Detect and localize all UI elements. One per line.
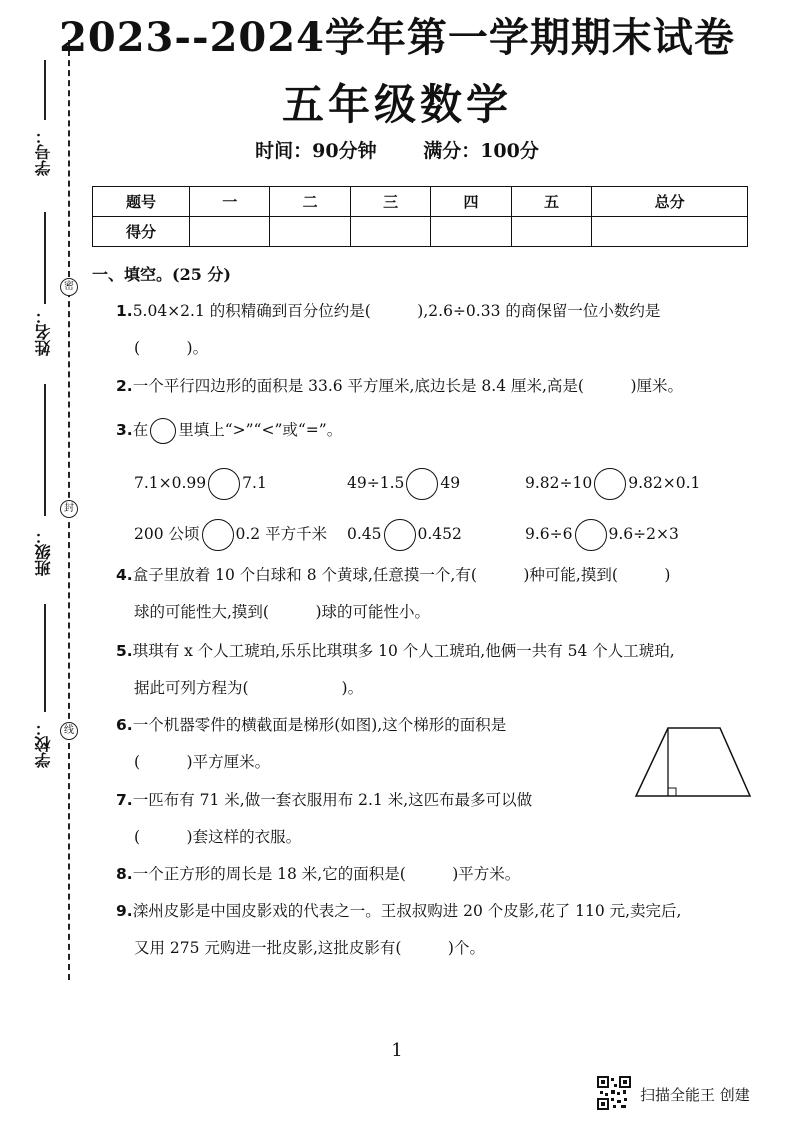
compare-right: 0.452 — [417, 525, 462, 543]
seal-mi: 密 — [60, 278, 78, 296]
comparison-circle[interactable] — [202, 519, 234, 551]
score-blank[interactable] — [190, 217, 270, 247]
question-number: 6. — [116, 716, 133, 734]
score-blank[interactable] — [592, 217, 748, 247]
question-5-line2: 据此可列方程为( )。 — [134, 679, 364, 697]
score-blank[interactable] — [511, 217, 591, 247]
page-number: 1 — [391, 1040, 403, 1061]
table-cell: 一 — [190, 187, 270, 217]
question-text: 里填上“>”“<”或“=”。 — [178, 421, 343, 439]
compare-left: 0.45 — [347, 525, 382, 543]
question-9-line2: 又用 275 元购进一批皮影,这批皮影有( )个。 — [134, 939, 485, 957]
question-1 — [116, 300, 660, 322]
section-heading: 一、填空。(25 分) — [92, 265, 231, 284]
score-table-score-row — [93, 217, 748, 247]
question-7 — [116, 789, 532, 811]
exam-time: 时间：90分钟 — [255, 140, 377, 162]
question-number: 3. — [116, 421, 133, 439]
compare-left: 200 公顷 — [134, 525, 200, 543]
question-7-line2: ( )套这样的衣服。 — [134, 828, 302, 846]
question-number: 4. — [116, 566, 133, 584]
compare-left: 9.6÷6 — [525, 525, 573, 543]
exam-subject: 五年级数学 — [281, 80, 512, 129]
question-5 — [116, 640, 675, 662]
compare-left: 9.82÷10 — [525, 474, 593, 492]
question-6-line2: ( )平方厘米。 — [134, 753, 271, 771]
exam-title: 2023--2024学年第一学期期末试卷 — [59, 14, 735, 61]
question-text: 滦州皮影是中国皮影戏的代表之一。王叔叔购进 20 个皮影,花了 110 元,卖完后, — [132, 902, 682, 920]
question-4 — [116, 564, 670, 586]
table-cell: 二 — [270, 187, 350, 217]
score-table-header-row — [93, 187, 748, 217]
compare-right: 7.1 — [242, 474, 267, 492]
school-blank — [44, 604, 46, 712]
question-text: 一个平行四边形的面积是 33.6 平方厘米,底边长是 8.4 厘米,高是( )厘米。 — [132, 377, 684, 395]
question-9 — [116, 900, 682, 922]
class-label: 班级： — [34, 528, 53, 576]
table-cell: 题号 — [93, 187, 190, 217]
right-angle-mark — [668, 788, 676, 796]
score-blank[interactable] — [350, 217, 430, 247]
score-blank[interactable] — [431, 217, 511, 247]
compare-right: 9.6÷2×3 — [608, 525, 679, 543]
question-text: 琪琪有 x 个人工琥珀,乐乐比琪琪多 10 个人工琥珀,他俩一共有 54 个人工琥珀, — [132, 642, 675, 660]
compare-item — [347, 519, 462, 551]
qr-code-icon — [597, 1076, 631, 1110]
exam-info — [0, 136, 794, 163]
question-number: 2. — [116, 377, 133, 395]
table-cell: 四 — [431, 187, 511, 217]
question-4-line2: 球的可能性大,摸到( )球的可能性小。 — [134, 603, 431, 621]
question-number: 1. — [116, 302, 133, 320]
compare-right: 49 — [440, 474, 461, 492]
question-text: 一个机器零件的横截面是梯形(如图),这个梯形的面积是 — [132, 716, 507, 734]
compare-item — [347, 468, 460, 500]
compare-left: 49÷1.5 — [347, 474, 405, 492]
compare-item — [134, 519, 327, 551]
class-blank — [44, 384, 46, 516]
comparison-circle — [150, 418, 176, 444]
comparison-circle[interactable] — [575, 519, 607, 551]
compare-right: 0.2 平方千米 — [235, 525, 328, 543]
question-number: 7. — [116, 791, 133, 809]
question-text: 5.04×2.1 的积精确到百分位约是( ),2.6÷0.33 的商保留一位小数约是 — [132, 302, 661, 320]
school-label: 学校： — [34, 720, 53, 768]
comparison-circle[interactable] — [384, 519, 416, 551]
question-text: 在 — [132, 421, 149, 439]
question-1-line2: ( )。 — [134, 339, 209, 357]
trapezoid-figure — [628, 708, 758, 820]
table-cell: 总分 — [592, 187, 748, 217]
question-8 — [116, 863, 520, 885]
comparison-circle[interactable] — [406, 468, 438, 500]
name-label: 姓名： — [34, 308, 53, 356]
comparison-circle[interactable] — [594, 468, 626, 500]
question-6 — [116, 714, 506, 736]
question-number: 9. — [116, 902, 133, 920]
student-id-label: 学号： — [34, 128, 53, 176]
compare-item — [525, 519, 679, 551]
compare-left: 7.1×0.99 — [134, 474, 207, 492]
question-text: 一匹布有 71 米,做一套衣服用布 2.1 米,这匹布最多可以做 — [132, 791, 533, 809]
exam-full-score: 满分：100分 — [423, 140, 539, 162]
seal-feng: 封 — [60, 500, 78, 518]
table-cell: 三 — [350, 187, 430, 217]
scanner-watermark: 扫描全能王 创建 — [640, 1086, 750, 1104]
question-text: 盒子里放着 10 个白球和 8 个黄球,任意摸一个,有( )种可能,摸到( ) — [132, 566, 671, 584]
question-text: 一个正方形的周长是 18 米,它的面积是( )平方米。 — [132, 865, 521, 883]
question-number: 8. — [116, 865, 133, 883]
table-cell: 五 — [511, 187, 591, 217]
question-3 — [116, 418, 342, 444]
comparison-circle[interactable] — [208, 468, 240, 500]
seal-xian: 线 — [60, 722, 78, 740]
name-blank — [44, 212, 46, 304]
compare-item — [525, 468, 700, 500]
table-cell: 得分 — [93, 217, 190, 247]
score-blank[interactable] — [270, 217, 350, 247]
score-table — [92, 186, 748, 247]
question-number: 5. — [116, 642, 133, 660]
question-2 — [116, 375, 683, 397]
compare-item — [134, 468, 267, 500]
trapezoid-shape — [636, 728, 750, 796]
compare-right: 9.82×0.1 — [628, 474, 701, 492]
